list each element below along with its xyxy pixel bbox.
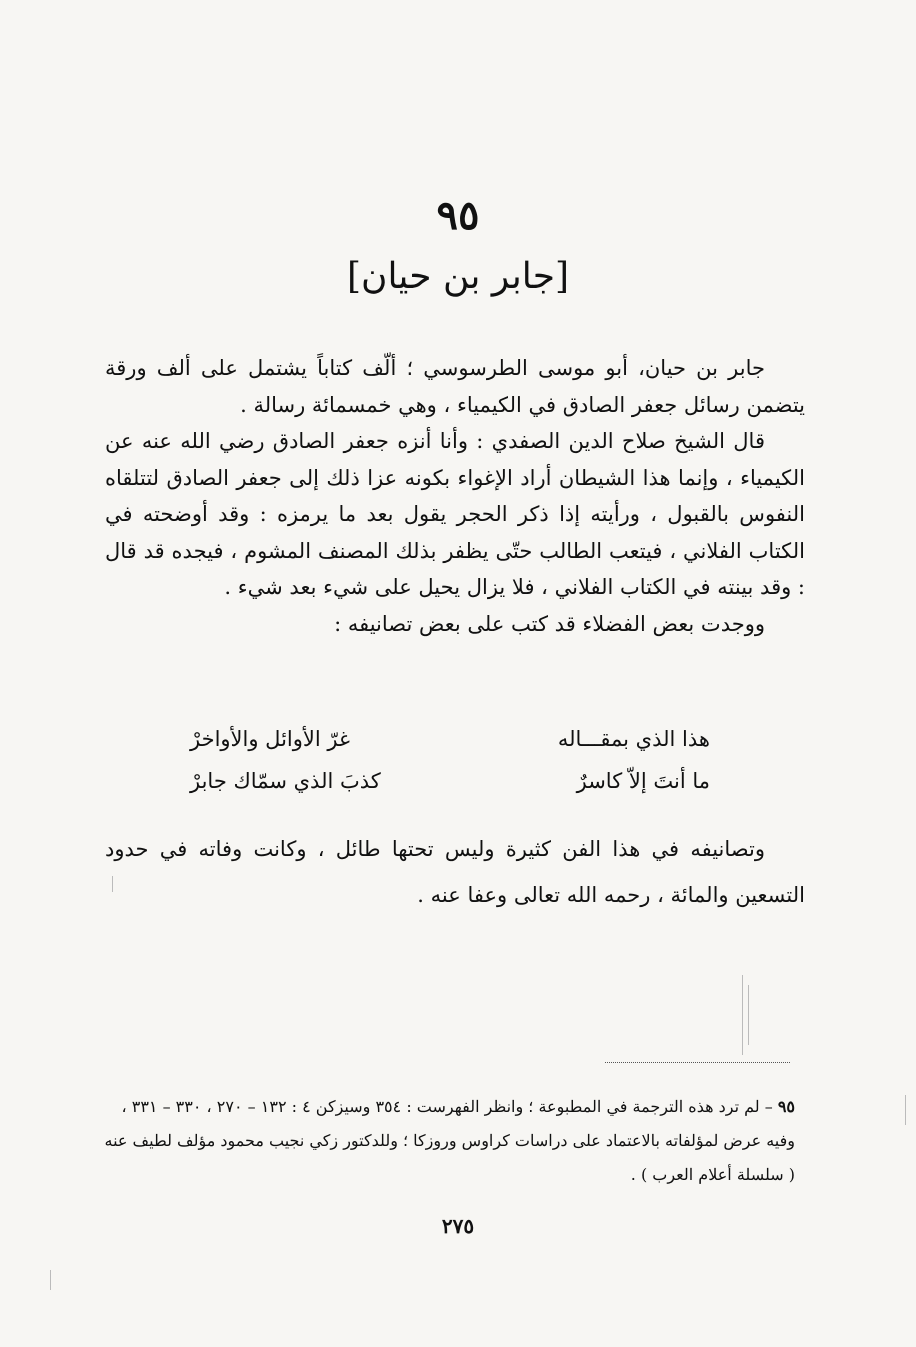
footnote	[95, 1090, 795, 1192]
entry-title: [جابر بن حيان]	[346, 256, 570, 297]
verse-first-hemistich: هذا الذي بمقـــاله	[557, 727, 710, 751]
paragraph: جابر بن حيان، أبو موسى الطرسوسي ؛ ألّف كتاباً يشتمل على ألف ورقة يتضمن رسائل جعفر الصادق في الكيمياء ، وهي خمسمائة رسالة .	[105, 356, 805, 417]
closing-text	[105, 826, 805, 918]
verse-first-hemistich: ما أنتَ إلاّ كاسرٌ	[576, 769, 710, 793]
verse-line	[190, 718, 710, 760]
verse-line	[190, 760, 710, 802]
verse-second-hemistich: كذبَ الذي سمّاك جابرْ	[190, 769, 381, 793]
paragraph: وتصانيفه في هذا الفن كثيرة وليس تحتها طائل ، وكانت وفاته في حدود التسعين والمائة ، رحمه الله تعالى وعفا عنه .	[105, 837, 805, 907]
scan-artifact	[748, 985, 749, 1045]
paragraph: قال الشيخ صلاح الدين الصفدي : وأنا أنزه جعفر الصادق رضي الله عنه عن الكيمياء ، وإنما هذا الشيطان أراد الإغواء بكونه عزا ذلك إلى جعفر الصادق لتتلقاه النفوس بالقبول ، ورأيته إذا ذكر الحجر يقول بعد ما يرمزه : وقد أوضحته في الكتاب الفلاني ، فيتعب الطالب حتّى يظفر بذلك المصنف المشوم ، فيجده قد قال : وقد بينته في الكتاب الفلاني ، فلا يزال يحيل على شيء بعد شيء .	[105, 429, 805, 599]
entry-number: ٩٥	[436, 192, 480, 239]
page-number: ٢٧٥	[441, 1214, 475, 1238]
scan-artifact	[742, 975, 743, 1055]
poem-verses	[190, 718, 710, 802]
scan-artifact	[112, 876, 113, 892]
scan-artifact	[905, 1095, 906, 1125]
paragraph: ووجدت بعض الفضلاء قد كتب على بعض تصانيفه :	[334, 611, 765, 636]
main-text	[105, 350, 805, 642]
footnote-number: ٩٥	[777, 1097, 795, 1116]
footnote-divider	[605, 1062, 790, 1063]
footnote-text: – لم ترد هذه الترجمة في المطبوعة ؛ وانظر الفهرست : ٣٥٤ وسيزكن ٤ : ١٣٢ – ٢٧٠ ، ٣٣٠ – ٣٣١ ، وفيه عرض لمؤلفاته بالاعتماد على دراسات كراوس وروزكا ؛ وللدكتور زكي نجيب محمود مؤلف لطيف عنه ( سلسلة أعلام العرب ) .	[104, 1097, 795, 1184]
verse-second-hemistich: غرّ الأوائل والأواخرْ	[190, 727, 350, 751]
scan-artifact	[50, 1270, 51, 1290]
